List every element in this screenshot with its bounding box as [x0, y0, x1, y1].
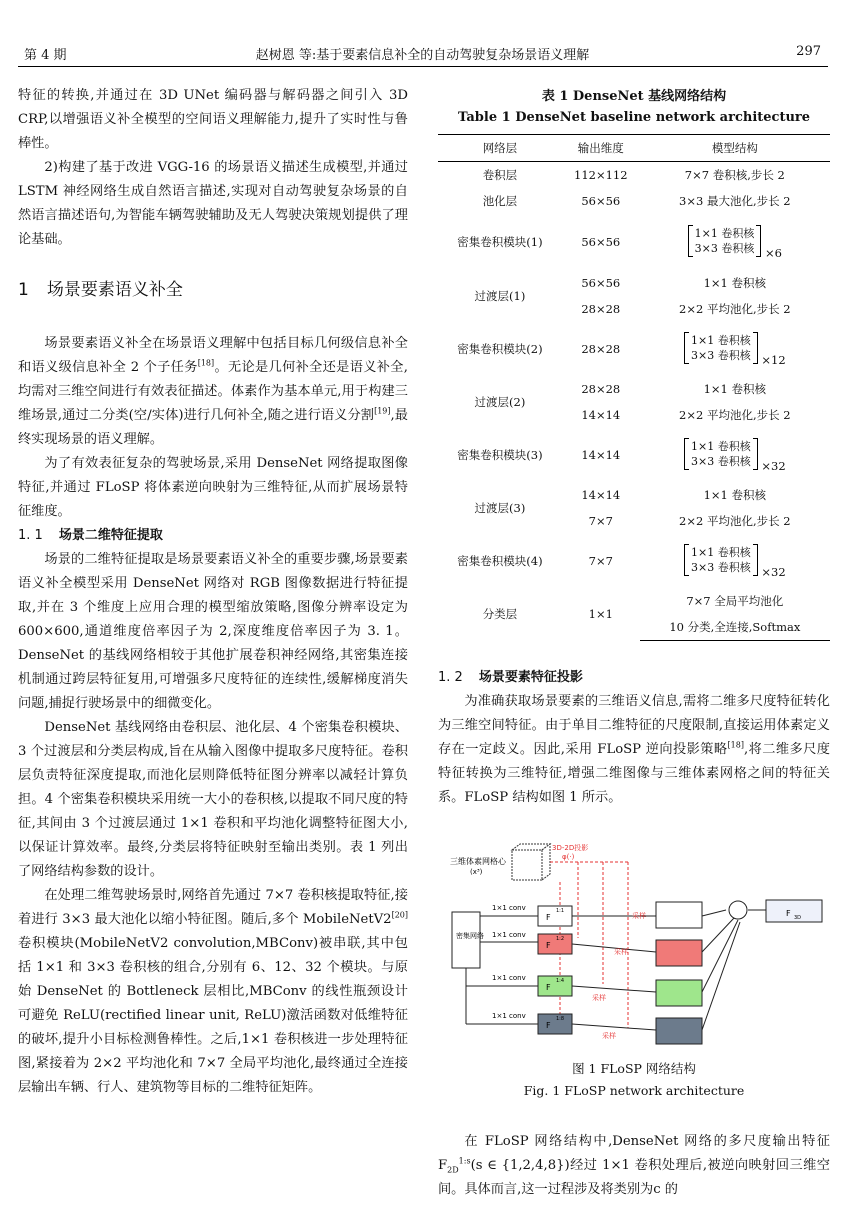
sample-label: 采样	[614, 948, 628, 956]
cell: 14×14	[581, 408, 621, 422]
paragraph: 场景的二维特征提取是场景要素语义补全的重要步骤,场景要素语义补全模型采用 DenseNet 网络对 RGB 图像数据进行特征提取,并在 3 个维度上应用合理的模型缩放策略,图像分辨率设定为 600×600,通道维度倍率因子为 2,深度维度倍率因子为 3. 1。DenseNet 的基线网络相较于其他扩展卷积神经网络,其密集连接机制通过跨层特征复用,可增强多尺度特征的连续性,缓解梯度消失问题,捕捉行驶场景中的细微变化。	[18, 552, 408, 711]
feature-label: F	[546, 913, 551, 922]
subsection-title: 场景二维特征提取	[58, 528, 163, 543]
sample-label: 采样	[602, 1032, 616, 1040]
subsection-heading	[438, 666, 830, 690]
subsection-number: 1. 2	[438, 670, 463, 685]
cell: 1×1	[588, 607, 613, 622]
right-column-lower	[438, 1130, 830, 1202]
cell: 28×28	[581, 302, 621, 316]
paragraph	[438, 690, 830, 810]
voxel-grid	[512, 844, 550, 880]
section-number: 1	[18, 280, 29, 300]
feature-sup: 1:1	[556, 908, 565, 914]
feature-map-8	[538, 1014, 572, 1034]
text: 。无论是几何补全还是语义补全,均需对三维空间进行有效表征描述。体素作为基本单元,用于构建三维场景,通过二分类(空/实体)进行几何补全,随之进行语义分割	[18, 360, 408, 423]
cell	[640, 322, 830, 376]
paragraph: DenseNet 基线网络由卷积层、池化层、4 个密集卷积模块、3 个过渡层和分类层构成,旨在从输入图像中提取多尺度特征。卷积层负责特征深度提取,而池化层则降低特征图分辨率以减轻计算负担。4 个密集卷积模块采用统一大小的卷积核,以提取不同尺度的特征,其间由 3 个过渡层通过 1×1 卷积和平均池化调整特征图大小,以保证计算效率。最终,分类层将特征映射至输出类别。表 1 列出了网络结构参数的设计。	[18, 720, 408, 879]
kernel-matrix	[684, 332, 758, 364]
densenet-block	[452, 912, 480, 968]
paragraph: 2)构建了基于改进 VGG-16 的场景语义描述生成模型,并通过 LSTM 神经网络生成自然语言描述,实现对自动驾驶复杂场景的自然语言描述语句,为智能车辆驾驶辅助及无人驾驶决策规划提供了理论基础。	[18, 160, 408, 247]
feature-map-1	[538, 906, 572, 926]
table-row	[438, 322, 830, 376]
sample-label: 采样	[592, 994, 606, 1002]
sampled-blocks	[656, 902, 702, 1044]
superscript: 1:s	[458, 1156, 471, 1166]
left-column	[18, 84, 408, 1100]
voxel-sub: (x³)	[470, 868, 483, 876]
kernel-1x1: 1×1 卷积核	[691, 333, 751, 347]
table-caption-en: Table 1 DenseNet baseline network architecture	[457, 110, 811, 125]
cell: 3×3 最大池化,步长 2	[679, 194, 791, 208]
cell	[640, 428, 830, 482]
citation: [20]	[391, 910, 408, 920]
voxel-label: 三维体素网格心	[450, 857, 506, 866]
kernel-matrix	[684, 438, 758, 470]
paragraph	[438, 1130, 830, 1202]
kernel-1x1: 1×1 卷积核	[694, 226, 755, 240]
table-row	[438, 188, 830, 214]
cell: 56×56	[581, 235, 621, 249]
cell: 过渡层(2)	[474, 395, 526, 409]
cell: 7×7	[588, 514, 613, 528]
feature-label: F	[546, 941, 551, 950]
cell: 56×56	[581, 276, 621, 290]
text: 场景要素语义补全在场景语义理解中包括目标几何级信息补全和语义级信息补全 2 个子任务	[18, 336, 408, 375]
text: 在 FLoSP 网络结构中,DenseNet 网络的多尺度输出特征 F	[438, 1134, 830, 1173]
text: ,将二维多尺度特征转换为三维特征,增强二维图像与三维体素网格之间的特征关系。FLoSP 结构如图 1 所示。	[438, 742, 830, 805]
densenet-label: 密集网络	[456, 932, 484, 940]
flosp-figure	[448, 842, 828, 1052]
feature-sup: 1:4	[556, 978, 565, 984]
cell	[640, 534, 830, 588]
conv-label: 1×1 conv	[492, 931, 526, 939]
text: 为准确获取场景要素的三维语义信息,需将二维多尺度特征转化为三维空间特征。由于单目二维特征的尺度限制,直接运用体素定义存在一定歧义。因此,采用 FLoSP 逆向投影策略	[438, 694, 830, 757]
table-header-row	[438, 135, 830, 162]
multiplier: ×32	[761, 564, 786, 579]
cell: 密集卷积模块(3)	[457, 448, 543, 462]
paragraph	[18, 884, 408, 1100]
cell: 2×2 平均池化,步长 2	[679, 302, 791, 316]
table-row	[438, 214, 830, 270]
citation: [18]	[727, 740, 744, 750]
page-number: 297	[796, 44, 821, 59]
output-sub: 3D	[794, 915, 802, 921]
kernel-3x3: 3×3 卷积核	[691, 348, 751, 362]
kernel-1x1: 1×1 卷积核	[691, 439, 751, 453]
paragraph	[18, 332, 408, 452]
cell: 7×7 全局平均池化	[686, 594, 784, 608]
cell: 28×28	[581, 342, 621, 356]
page-header	[24, 44, 821, 63]
right-column-upper	[438, 666, 830, 810]
figure-caption-cn: 图 1 FLoSP 网络结构	[572, 1061, 696, 1076]
figure-caption-en: Fig. 1 FLoSP network architecture	[523, 1083, 745, 1098]
output-label: F	[786, 909, 791, 918]
kernel-1x1: 1×1 卷积核	[691, 545, 751, 559]
proj-sub: φ(·)	[562, 853, 575, 861]
cell: 过渡层(3)	[474, 501, 526, 515]
kernel-3x3: 3×3 卷积核	[691, 560, 751, 574]
cell: 池化层	[482, 194, 518, 208]
table-caption-cn: 表 1 DenseNet 基线网络结构	[541, 89, 727, 104]
cell: 14×14	[581, 488, 621, 502]
column-header: 网络层	[438, 135, 562, 162]
feature-sup: 1:8	[556, 1016, 565, 1022]
cell: 1×1 卷积核	[703, 276, 767, 290]
paragraph: 特征的转换,并通过在 3D UNet 编码器与解码器之间引入 3D CRP,以增强语义补全模型的空间语义理解能力,提升了实时性与鲁棒性。	[18, 88, 408, 151]
cell: 1×1 卷积核	[703, 382, 767, 396]
table-row	[438, 428, 830, 482]
cell: 28×28	[581, 382, 621, 396]
subscript: 2D	[447, 1165, 459, 1175]
cell: 2×2 平均池化,步长 2	[679, 408, 791, 422]
subsection-title: 场景要素特征投影	[478, 670, 583, 685]
sample-label: 采样	[632, 912, 646, 920]
feature-map-2	[538, 934, 572, 954]
issue-number: 第 4 期	[24, 48, 67, 63]
text: 卷积模块(MobileNetV2 convolution,MBConv)被串联,其中包括 1×1 和 3×3 卷积核的组合,分别有 6、12、32 个模块。与原始 DenseNet 的 Bottleneck 层相比,MBConv 的线性瓶颈设计可避免 ReLU(rectified linear unit, ReLU)激活函数对低维特征的破坏,提升小目标检测鲁棒性。之后,1×1 卷积核进一步处理特征图,紧接着为 2×2 平均池化和 7×7 全局平均池化,最终通过全连接层输出车辆、行人、建筑物等目标的二维特征矩阵。	[18, 936, 408, 1095]
cell: 分类层	[482, 607, 518, 622]
running-title: 赵树恩 等:基于要素信息补全的自动驾驶复杂场景语义理解	[255, 48, 590, 63]
text: (s ∈ {1,2,4,8})经过 1×1 卷积处理后,被逆向映射回三维空间。具体而言,这一过程涉及将类别为c 的	[438, 1158, 830, 1197]
column-header: 模型结构	[640, 135, 830, 162]
cell: 1×1 卷积核	[703, 488, 767, 502]
table-row	[438, 376, 830, 402]
feature-label: F	[546, 983, 551, 992]
sum-node	[729, 901, 747, 919]
kernel-matrix	[688, 225, 762, 257]
citation: [19]	[374, 406, 391, 416]
cell: 2×2 平均池化,步长 2	[679, 514, 791, 528]
cell: 密集卷积模块(1)	[457, 235, 543, 249]
section-heading	[18, 278, 408, 302]
cell: 10 分类,全连接,Softmax	[640, 614, 830, 641]
cell: 112×112	[574, 168, 628, 182]
kernel-3x3: 3×3 卷积核	[694, 241, 755, 255]
text: ,最终实现场景的语义理解。	[18, 408, 408, 447]
subsection-number: 1. 1	[18, 528, 43, 543]
paragraph: 为了有效表征复杂的驾驶场景,采用 DenseNet 网络提取图像特征,并通过 FLoSP 将体素逆向映射为三维特征,从而扩展场景特征维度。	[18, 456, 408, 519]
cell: 密集卷积模块(2)	[457, 342, 543, 356]
text: 在处理二维驾驶场景时,网络首先通过 7×7 卷积核提取特征,接着进行 3×3 最大池化以缩小特征图。随后,多个 MobileNetV2	[18, 888, 408, 927]
feature-label: F	[546, 1021, 551, 1030]
cell: 56×56	[581, 194, 621, 208]
citation: [18]	[197, 358, 215, 368]
kernel-matrix	[684, 544, 758, 576]
kernel-3x3: 3×3 卷积核	[691, 454, 751, 468]
subsection-heading	[18, 524, 408, 548]
feature-map-4	[538, 976, 572, 996]
multiplier: ×12	[761, 352, 786, 367]
section-title: 场景要素语义补全	[46, 280, 183, 300]
feature-sup: 1:2	[556, 936, 565, 942]
cell: 7×7	[588, 554, 613, 568]
cell: 7×7 卷积核,步长 2	[684, 168, 785, 182]
conv-label: 1×1 conv	[492, 904, 526, 912]
table-caption	[438, 86, 830, 128]
conv-label: 1×1 conv	[492, 974, 526, 982]
multiplier: ×6	[765, 245, 782, 260]
multiplier: ×32	[761, 458, 786, 473]
cell: 过渡层(1)	[474, 289, 526, 303]
cell: 14×14	[581, 448, 621, 462]
table-row	[438, 162, 830, 189]
table-row	[438, 482, 830, 508]
table-row	[438, 588, 830, 614]
figure-caption	[438, 1058, 830, 1102]
header-rule	[18, 66, 828, 67]
cell: 卷积层	[482, 168, 518, 182]
table-row	[438, 270, 830, 296]
conv-label: 1×1 conv	[492, 1012, 526, 1020]
proj-label: 3D-2D投影	[552, 844, 589, 852]
densenet-table	[438, 134, 830, 641]
cell: 密集卷积模块(4)	[457, 554, 543, 568]
column-header: 输出维度	[562, 135, 640, 162]
table-row	[438, 534, 830, 588]
cell	[640, 214, 830, 270]
